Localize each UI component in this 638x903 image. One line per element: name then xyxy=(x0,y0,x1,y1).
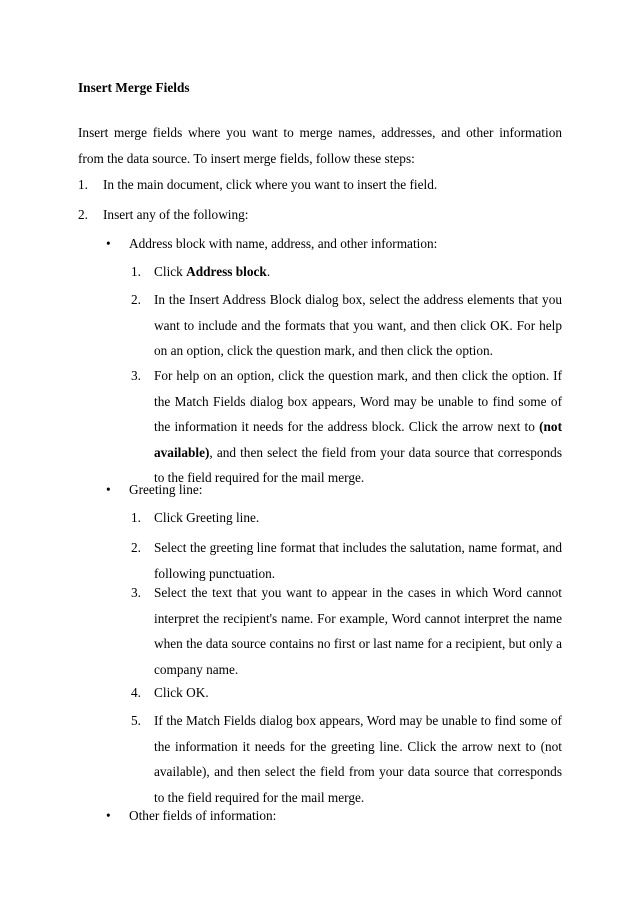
bold-term: (not available) xyxy=(154,419,562,460)
step-text: If the Match Fields dialog box appears, Word may be unable to find some of the information it needs for the greeting line. Click the arrow next to (not available), and then select the field from your data source that corresponds to the field required for the mail merge. xyxy=(154,713,562,805)
bullet-dot: • xyxy=(106,808,111,823)
bullet-dot: • xyxy=(106,236,111,251)
step-number: 5. xyxy=(131,713,141,728)
step-text: In the main document, click where you want to insert the field. xyxy=(103,177,438,192)
step-number: 2. xyxy=(131,540,141,555)
step-text: Select the text that you want to appear in the cases in which Word cannot interpret the recipient's name. For example, Word cannot interpret the name when the data source contains no first or last name for a recipient, but only a company name. xyxy=(154,585,562,677)
step-text: Click OK. xyxy=(154,685,209,700)
intro-paragraph: Insert merge fields where you want to merge names, addresses, and other information from the data source. To insert merge fields, follow these steps: xyxy=(78,125,562,166)
bullet-dot: • xyxy=(106,482,111,497)
step-number: 2. xyxy=(78,207,88,222)
step-text: Click Greeting line. xyxy=(154,510,260,525)
step-text: Click Address block. xyxy=(154,264,271,279)
step-number: 3. xyxy=(131,368,141,383)
step-number: 4. xyxy=(131,685,141,700)
step-number: 1. xyxy=(131,264,141,279)
step-text: In the Insert Address Block dialog box, select the address elements that you want to include and the formats that you want, and then click OK. For help on an option, click the question mark, and then click the option. xyxy=(154,292,562,358)
bullet-text: Address block with name, address, and other information: xyxy=(129,236,438,251)
step-number: 1. xyxy=(78,177,88,192)
section-heading: Insert Merge Fields xyxy=(78,80,190,95)
step-number: 3. xyxy=(131,585,141,600)
bullet-text: Greeting line: xyxy=(129,482,203,497)
step-text: For help on an option, click the question mark, and then click the option. If the Match Fields dialog box appears, Word may be unable to find some of the information it needs for the address block. Click the arrow next to (not available), and then select the field from your data source that corresponds to the field required for the mail merge. xyxy=(154,368,562,485)
step-number: 2. xyxy=(131,292,141,307)
bullet-text: Other fields of information: xyxy=(129,808,277,823)
step-text: Select the greeting line format that includes the salutation, name format, and following punctuation. xyxy=(154,540,562,581)
step-number: 1. xyxy=(131,510,141,525)
step-text: Insert any of the following: xyxy=(103,207,249,222)
bold-term: Address block xyxy=(186,264,267,279)
